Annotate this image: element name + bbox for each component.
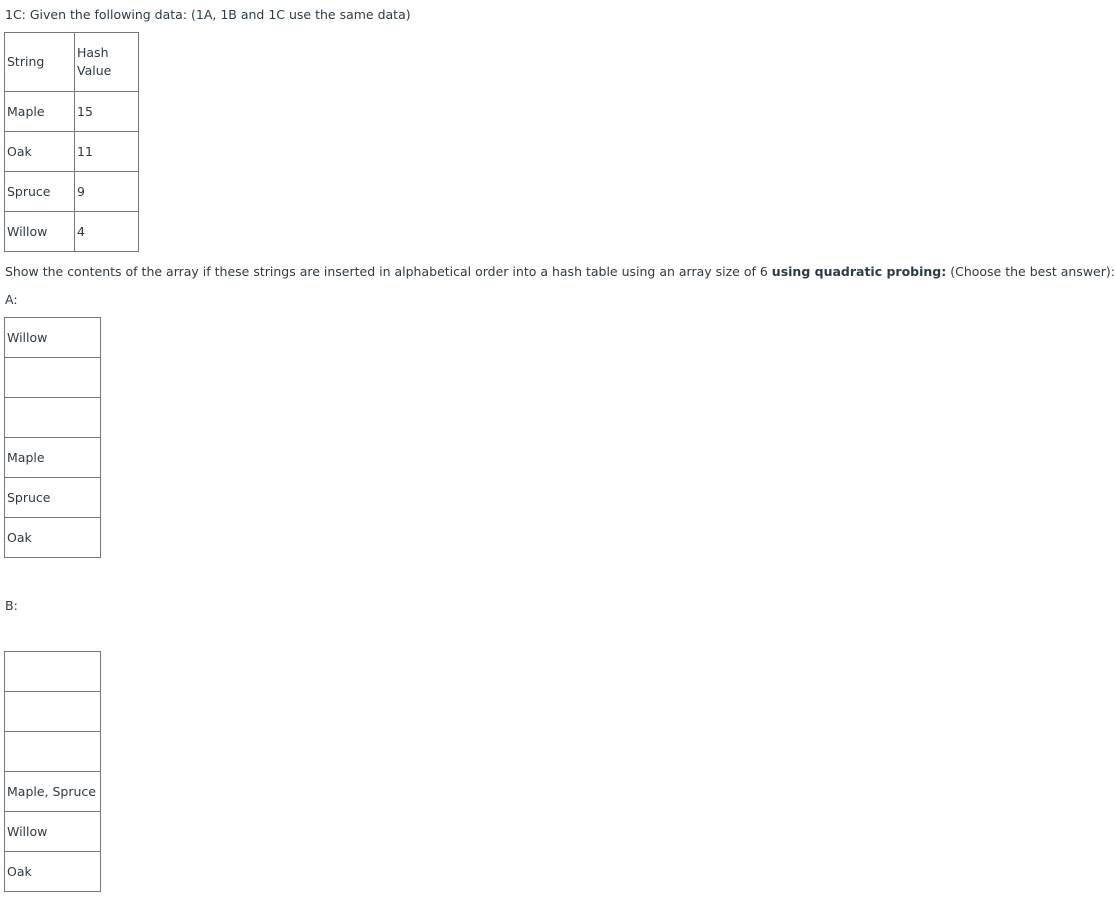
array-slot bbox=[5, 732, 101, 772]
array-slot bbox=[5, 478, 101, 518]
option-b-array bbox=[4, 651, 101, 892]
table-row bbox=[5, 132, 139, 172]
array-cell: Willow bbox=[5, 318, 101, 358]
option-b-label: B: bbox=[5, 598, 18, 613]
header-hash-value: Hash Value bbox=[75, 33, 139, 92]
cell-string: Maple bbox=[5, 92, 75, 132]
array-slot bbox=[5, 318, 101, 358]
array-slot bbox=[5, 772, 101, 812]
cell-string: Spruce bbox=[5, 172, 75, 212]
header-string: String bbox=[5, 33, 75, 92]
array-slot bbox=[5, 438, 101, 478]
table-row bbox=[5, 92, 139, 132]
array-slot bbox=[5, 518, 101, 558]
array-cell bbox=[5, 692, 101, 732]
prompt-text-end: (Choose the best answer): bbox=[946, 264, 1115, 279]
array-cell: Maple bbox=[5, 438, 101, 478]
array-cell: Maple, Spruce bbox=[5, 772, 101, 812]
cell-hash: 4 bbox=[75, 212, 139, 252]
prompt-emphasis: using quadratic probing: bbox=[771, 264, 947, 279]
array-slot bbox=[5, 398, 101, 438]
cell-string: Oak bbox=[5, 132, 75, 172]
array-slot bbox=[5, 812, 101, 852]
prompt-text: Show the contents of the array if these strings are inserted in alphabetical order into a hash table using an array size of 6 bbox=[5, 264, 772, 279]
data-table-header-row bbox=[5, 33, 139, 92]
cell-hash: 11 bbox=[75, 132, 139, 172]
array-cell bbox=[5, 732, 101, 772]
option-a-label: A: bbox=[5, 292, 18, 307]
cell-string: Willow bbox=[5, 212, 75, 252]
array-cell: Oak bbox=[5, 518, 101, 558]
array-cell bbox=[5, 398, 101, 438]
option-a-array bbox=[4, 317, 101, 558]
array-cell bbox=[5, 652, 101, 692]
array-cell: Willow bbox=[5, 812, 101, 852]
array-cell: Spruce bbox=[5, 478, 101, 518]
data-table bbox=[4, 32, 139, 252]
array-cell bbox=[5, 358, 101, 398]
cell-hash: 9 bbox=[75, 172, 139, 212]
array-slot bbox=[5, 692, 101, 732]
question-prompt bbox=[5, 264, 1115, 280]
table-row bbox=[5, 172, 139, 212]
cell-hash: 15 bbox=[75, 92, 139, 132]
array-slot bbox=[5, 358, 101, 398]
table-row bbox=[5, 212, 139, 252]
array-slot bbox=[5, 852, 101, 892]
question-heading: 1C: Given the following data: (1A, 1B and 1C use the same data) bbox=[5, 7, 411, 22]
array-slot bbox=[5, 652, 101, 692]
array-cell: Oak bbox=[5, 852, 101, 892]
